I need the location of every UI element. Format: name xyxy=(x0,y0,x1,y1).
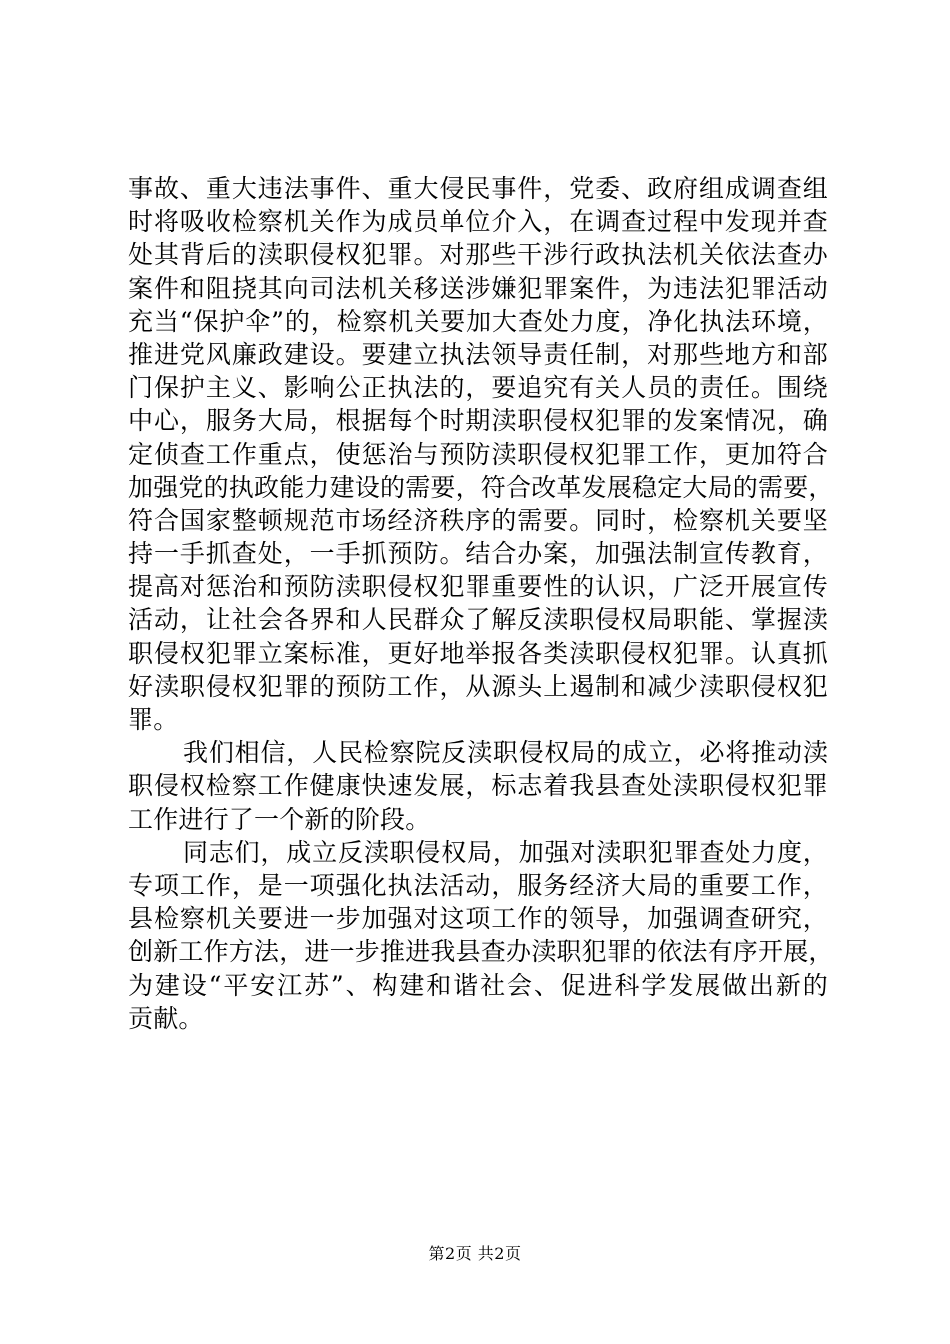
text-line: 创新工作方法，进一步推进我县查办渎职犯罪的依法有序开展， xyxy=(128,937,834,967)
text-line: 专项工作，是一项强化执法活动，服务经济大局的重要工作， xyxy=(128,870,828,900)
document-body xyxy=(128,172,834,1035)
text-line: 职侵权检察工作健康快速发展，标志着我县查处渎职侵权犯罪 xyxy=(128,771,828,801)
text-line: 充当“保护伞”的，检察机关要加大查处力度，净化执法环境， xyxy=(128,306,828,336)
text-line: 符合国家整顿规范市场经济秩序的需要。同时，检察机关要坚 xyxy=(128,505,828,535)
text-line: 提高对惩治和预防渎职侵权犯罪重要性的认识，广泛开展宣传 xyxy=(128,572,828,602)
text-line: 案件和阻挠其向司法机关移送涉嫌犯罪案件，为违法犯罪活动 xyxy=(128,273,828,303)
text-line: 我们相信，人民检察院反渎职侵权局的成立，必将推动渎 xyxy=(183,738,828,768)
text-line: 处其背后的渎职侵权犯罪。对那些干涉行政执法机关依法查办 xyxy=(128,240,828,270)
text-line: 为建设“平安江苏”、构建和谐社会、促进科学发展做出新的 xyxy=(128,970,828,1000)
paragraph-1 xyxy=(128,172,834,736)
text-line: 门保护主义、影响公正执法的，要追究有关人员的责任。围绕 xyxy=(128,373,828,403)
text-line: 定侦查工作重点，使惩治与预防渎职侵权犯罪工作，更加符合 xyxy=(128,439,828,469)
text-line: 职侵权犯罪立案标准，更好地举报各类渎职侵权犯罪。认真抓 xyxy=(128,638,828,668)
text-line: 同志们，成立反渎职侵权局，加强对渎职犯罪查处力度， xyxy=(183,837,828,867)
text-line: 推进党风廉政建设。要建立执法领导责任制，对那些地方和部 xyxy=(128,339,828,369)
text-line: 好渎职侵权犯罪的预防工作，从源头上遏制和减少渎职侵权犯 xyxy=(128,671,828,701)
text-line: 县检察机关要进一步加强对这项工作的领导，加强调查研究， xyxy=(128,904,828,934)
text-line: 活动，让社会各界和人民群众了解反渎职侵权局职能、掌握渎 xyxy=(128,605,828,635)
paragraph-3 xyxy=(128,836,834,1035)
text-line: 持一手抓查处，一手抓预防。结合办案，加强法制宣传教育， xyxy=(128,539,828,569)
text-line: 工作进行了一个新的阶段。 xyxy=(128,804,431,834)
text-line: 事故、重大违法事件、重大侵民事件，党委、政府组成调查组 xyxy=(128,174,828,203)
page-footer: 第2页 共2页 xyxy=(428,1244,522,1263)
text-line: 中心，服务大局，根据每个时期渎职侵权犯罪的发案情况，确 xyxy=(128,406,828,436)
text-line: 罪。 xyxy=(128,705,179,734)
text-line: 贡献。 xyxy=(128,1003,204,1033)
paragraph-2 xyxy=(128,736,828,836)
text-line: 时将吸收检察机关作为成员单位介入，在调查过程中发现并查 xyxy=(128,207,828,237)
text-line: 加强党的执政能力建设的需要，符合改革发展稳定大局的需要， xyxy=(128,472,834,502)
